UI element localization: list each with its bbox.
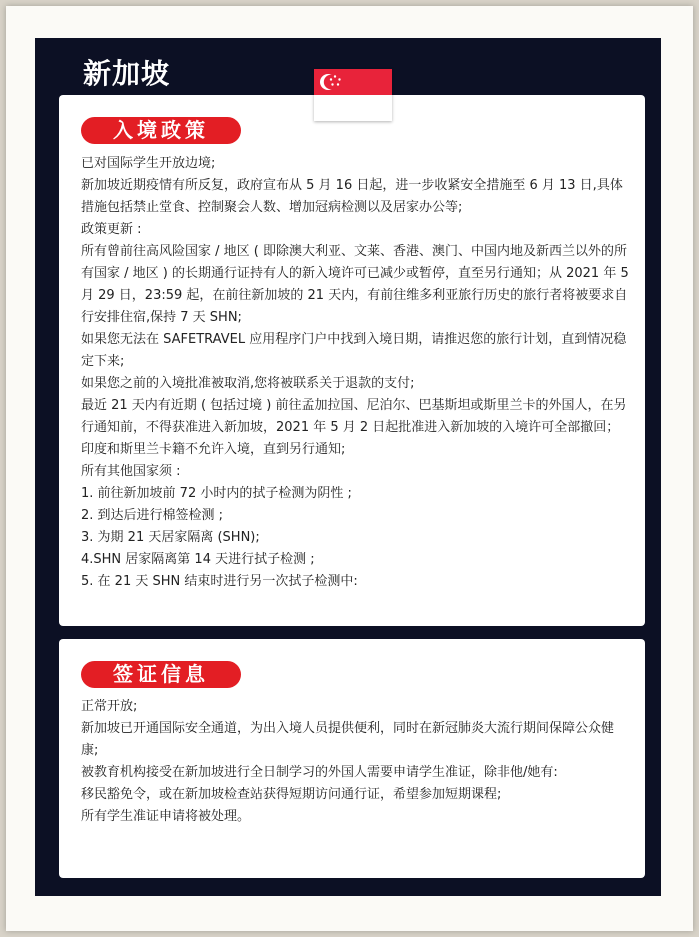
text-line: 新加坡近期疫情有所反复，政府宣布从 5 月 16 日起，进一步收紧安全措施至 6 月 13 日,具体措施包括禁止堂食、控制聚会人数、增加冠病检测以及居家办公等;: [81, 178, 623, 215]
text-line: 所有曾前往高风险国家 / 地区 ( 即除澳大利亚、文莱、香港、澳门、中国内地及新西兰以外的所有国家 / 地区 ) 的长期通行证持有人的新入境许可已减少或暂停，直至另行通知；从 2021 年 5 月 29 日，23:59 起，在前往新加坡的 21 天内，有前往维多利亚旅行历史的旅行者将被要求自行安排住宿,保持 7 天 SHN;: [81, 244, 629, 325]
page-title: 新加坡: [83, 57, 171, 90]
flag-white-band: [314, 95, 392, 121]
text-line: 1. 前往新加坡前 72 小时内的拭子检测为阴性 ;: [81, 486, 352, 501]
text-line: 最近 21 天内有近期 ( 包括过境 ) 前往孟加拉国、尼泊尔、巴基斯坦或斯里兰卡的外国人，在另行通知前，不得获准进入新加坡，2021 年 5 月 2 日起批准进入新加坡的入境许可全部撤回；印度和斯里兰卡籍不允许入境，直到另行通知;: [81, 398, 627, 457]
text-line: 2. 到达后进行棉签检测 ;: [81, 508, 224, 523]
visa-info-card: [59, 639, 645, 878]
text-line: 移民豁免令，或在新加坡检查站获得短期访问通行证，希望参加短期课程;: [81, 787, 502, 802]
section-heading-visa-info: 签证信息: [81, 661, 241, 688]
text-line: 5. 在 21 天 SHN 结束时进行另一次拭子检测中:: [81, 574, 358, 589]
text-line: 3. 为期 21 天居家隔离 (SHN);: [81, 530, 260, 545]
text-line: 政策更新 :: [81, 222, 142, 237]
text-line: 如果您之前的入境批准被取消,您将被联系关于退款的支付;: [81, 376, 415, 391]
entry-policy-text: [81, 153, 629, 593]
text-line: 如果您无法在 SAFETRAVEL 应用程序门户中找到入境日期，请推迟您的旅行计划，直到情况稳定下来;: [81, 332, 627, 369]
text-line: 被教育机构接受在新加坡进行全日制学习的外国人需要申请学生准证，除非他/她有:: [81, 765, 558, 780]
section-heading-entry-policy: 入境政策: [81, 117, 241, 144]
text-line: 新加坡已开通国际安全通道，为出入境人员提供便利，同时在新冠肺炎大流行期间保障公众健康;: [81, 721, 615, 758]
text-line: 4.SHN 居家隔离第 14 天进行拭子检测 ;: [81, 552, 315, 567]
entry-policy-card: [59, 95, 645, 626]
crescent-stars-icon: [314, 69, 392, 95]
text-line: 正常开放;: [81, 699, 138, 714]
singapore-flag-icon: [314, 69, 392, 121]
text-line: 所有学生准证申请将被处理。: [81, 809, 251, 824]
visa-info-text: [81, 696, 629, 828]
text-line: 已对国际学生开放边境;: [81, 156, 216, 171]
text-line: 所有其他国家须 :: [81, 464, 181, 479]
